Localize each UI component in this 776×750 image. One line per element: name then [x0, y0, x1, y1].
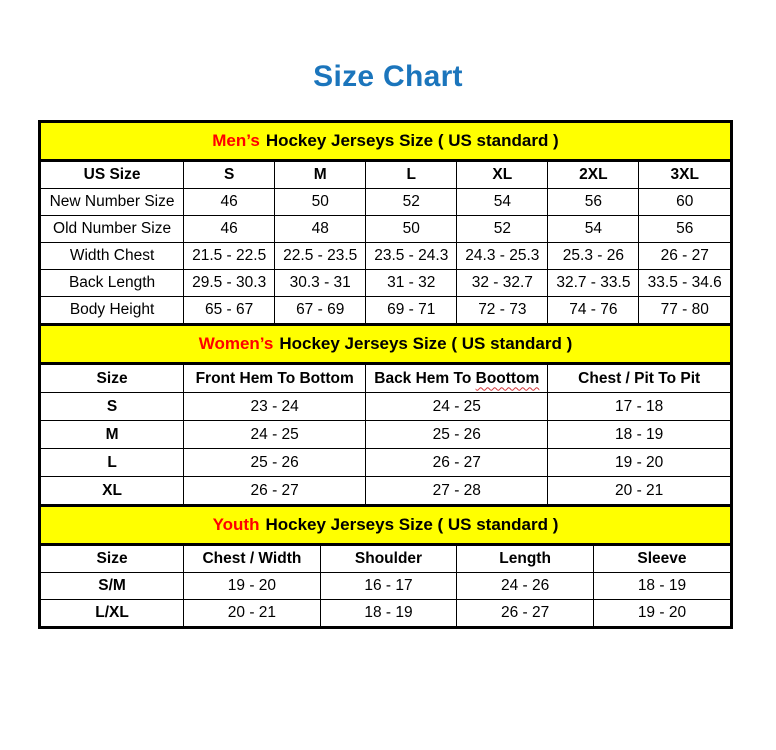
youth-section-banner — [41, 504, 730, 546]
womens-col-header-prefix: Back Hem To — [374, 369, 472, 387]
youth-value-cell: 19 - 20 — [593, 600, 730, 627]
mens-col-header: 3XL — [639, 162, 730, 189]
womens-banner-highlight: Women’s — [198, 334, 274, 353]
youth-value-cell: 18 - 19 — [320, 600, 457, 627]
mens-value-cell: 77 - 80 — [639, 297, 730, 324]
mens-value-cell: 24.3 - 25.3 — [457, 243, 548, 270]
womens-value-cell: 23 - 24 — [184, 393, 366, 421]
mens-value-cell: 67 - 69 — [275, 297, 366, 324]
womens-value-cell: 19 - 20 — [548, 449, 730, 477]
table-row — [41, 243, 730, 270]
youth-col-header: Chest / Width — [184, 546, 321, 573]
womens-col-header: Size — [41, 365, 184, 393]
mens-value-cell: 32 - 32.7 — [457, 270, 548, 297]
womens-value-cell: 25 - 26 — [366, 421, 548, 449]
womens-section-banner — [41, 323, 730, 365]
womens-size-table — [41, 365, 730, 504]
youth-value-cell: 16 - 17 — [320, 573, 457, 600]
mens-value-cell: 48 — [275, 216, 366, 243]
youth-value-cell: 20 - 21 — [184, 600, 321, 627]
mens-col-header: M — [275, 162, 366, 189]
mens-row-label: Back Length — [41, 270, 184, 297]
mens-value-cell: 56 — [548, 189, 639, 216]
mens-value-cell: 69 - 71 — [366, 297, 457, 324]
womens-value-cell: 27 - 28 — [366, 477, 548, 505]
mens-value-cell: 31 - 32 — [366, 270, 457, 297]
mens-row-label: Body Height — [41, 297, 184, 324]
youth-col-header: Size — [41, 546, 184, 573]
youth-row-label: L/XL — [41, 600, 184, 627]
youth-col-header: Sleeve — [593, 546, 730, 573]
womens-value-cell: 24 - 25 — [184, 421, 366, 449]
womens-row-label: S — [41, 393, 184, 421]
mens-banner-text: Hockey Jerseys Size ( US standard ) — [265, 131, 559, 150]
youth-value-cell: 18 - 19 — [593, 573, 730, 600]
mens-value-cell: 54 — [457, 189, 548, 216]
womens-value-cell: 26 - 27 — [184, 477, 366, 505]
youth-row-label: S/M — [41, 573, 184, 600]
womens-row-label: L — [41, 449, 184, 477]
mens-value-cell: 74 - 76 — [548, 297, 639, 324]
womens-col-header — [366, 365, 548, 393]
mens-header-row — [41, 162, 730, 189]
womens-row-label: M — [41, 421, 184, 449]
mens-value-cell: 56 — [639, 216, 730, 243]
mens-row-label: New Number Size — [41, 189, 184, 216]
mens-value-cell: 22.5 - 23.5 — [275, 243, 366, 270]
mens-value-cell: 21.5 - 22.5 — [184, 243, 275, 270]
youth-col-header: Length — [457, 546, 594, 573]
mens-value-cell: 26 - 27 — [639, 243, 730, 270]
youth-col-header: Shoulder — [320, 546, 457, 573]
womens-value-cell: 18 - 19 — [548, 421, 730, 449]
mens-value-cell: 46 — [184, 189, 275, 216]
table-row — [41, 449, 730, 477]
womens-value-cell: 25 - 26 — [184, 449, 366, 477]
mens-value-cell: 50 — [366, 216, 457, 243]
table-row — [41, 600, 730, 627]
table-row — [41, 477, 730, 505]
womens-value-cell: 26 - 27 — [366, 449, 548, 477]
mens-value-cell: 30.3 - 31 — [275, 270, 366, 297]
mens-row-label: Width Chest — [41, 243, 184, 270]
mens-col-header: US Size — [41, 162, 184, 189]
mens-value-cell: 50 — [275, 189, 366, 216]
mens-value-cell: 46 — [184, 216, 275, 243]
youth-value-cell: 26 - 27 — [457, 600, 594, 627]
mens-value-cell: 65 - 67 — [184, 297, 275, 324]
mens-value-cell: 25.3 - 26 — [548, 243, 639, 270]
table-row — [41, 297, 730, 324]
youth-size-table — [41, 546, 730, 626]
mens-banner-highlight: Men’s — [212, 131, 260, 150]
mens-row-label: Old Number Size — [41, 216, 184, 243]
mens-col-header: L — [366, 162, 457, 189]
womens-row-label: XL — [41, 477, 184, 505]
womens-col-header: Chest / Pit To Pit — [548, 365, 730, 393]
table-row — [41, 393, 730, 421]
mens-value-cell: 52 — [366, 189, 457, 216]
youth-value-cell: 24 - 26 — [457, 573, 594, 600]
mens-value-cell: 23.5 - 24.3 — [366, 243, 457, 270]
page-title: Size Chart — [313, 60, 463, 93]
womens-header-row — [41, 365, 730, 393]
table-row — [41, 421, 730, 449]
mens-value-cell: 54 — [548, 216, 639, 243]
table-row — [41, 189, 730, 216]
womens-value-cell: 20 - 21 — [548, 477, 730, 505]
mens-value-cell: 33.5 - 34.6 — [639, 270, 730, 297]
mens-value-cell: 52 — [457, 216, 548, 243]
mens-section-banner — [41, 123, 730, 162]
table-row — [41, 270, 730, 297]
table-row — [41, 216, 730, 243]
womens-banner-text: Hockey Jerseys Size ( US standard ) — [279, 334, 573, 353]
womens-col-header: Front Hem To Bottom — [184, 365, 366, 393]
mens-col-header: S — [184, 162, 275, 189]
womens-value-cell: 17 - 18 — [548, 393, 730, 421]
womens-value-cell: 24 - 25 — [366, 393, 548, 421]
mens-col-header: XL — [457, 162, 548, 189]
youth-banner-highlight: Youth — [212, 515, 260, 534]
womens-col-header-misspelled-word: Boottom — [475, 369, 540, 387]
mens-value-cell: 72 - 73 — [457, 297, 548, 324]
youth-value-cell: 19 - 20 — [184, 573, 321, 600]
youth-header-row — [41, 546, 730, 573]
mens-value-cell: 29.5 - 30.3 — [184, 270, 275, 297]
size-chart — [38, 120, 733, 629]
table-row — [41, 573, 730, 600]
youth-banner-text: Hockey Jerseys Size ( US standard ) — [265, 515, 559, 534]
mens-size-table — [41, 162, 730, 323]
mens-value-cell: 32.7 - 33.5 — [548, 270, 639, 297]
mens-value-cell: 60 — [639, 189, 730, 216]
mens-col-header: 2XL — [548, 162, 639, 189]
